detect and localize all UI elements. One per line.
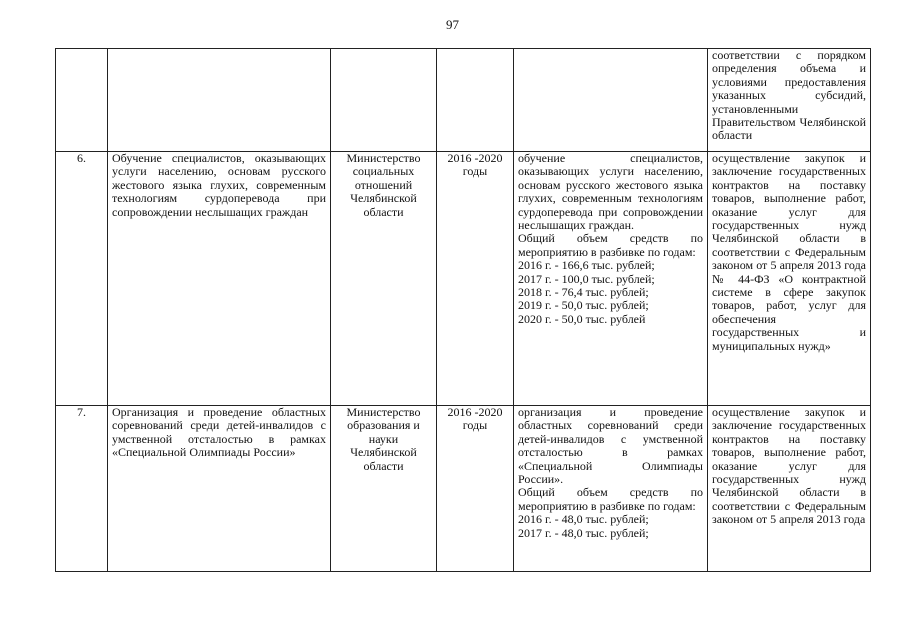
activity-content xyxy=(514,49,708,152)
period: 2016 -2020 годы xyxy=(437,406,514,572)
period: 2016 -2020 годы xyxy=(437,152,514,406)
content-description: обучение специалистов, оказывающих услуги населению, основам русского жестового языка глухих, современным технологиям сурдоперевода при сопровождении неслышащих граждан. xyxy=(518,151,703,233)
content-funding-year: 2017 г. - 48,0 тыс. рублей; xyxy=(518,525,649,540)
content-funding-intro: Общий объем средств по мероприятию в разбивке по годам: xyxy=(518,231,703,259)
content-funding-year: 2017 г. - 100,0 тыс. рублей; xyxy=(518,271,655,286)
implementation-mechanism: осуществление закупок и заключение государственных контрактов на поставку товаров, выполнение работ, оказание услуг для государственных нужд Челябинской области в соответствии с Федеральным законом от 5 апреля 2013 года № 44-ФЗ «О контрактной системе в сфере закупок товаров, работ, услуг для обеспечения государственных и муниципальных нужд» xyxy=(708,152,871,406)
content-funding-year: 2020 г. - 50,0 тыс. рублей xyxy=(518,311,646,326)
implementation-mechanism: осуществление закупок и заключение государственных контрактов на поставку товаров, выполнение работ, оказание услуг для государственных нужд Челябинской области в соответствии с Федеральным законом от 5 апреля 2013 года xyxy=(708,406,871,572)
executor: Министерство образования и науки Челябинской области xyxy=(331,406,437,572)
content-funding-year: 2019 г. - 50,0 тыс. рублей; xyxy=(518,298,649,313)
row-number: 7. xyxy=(56,406,108,572)
content-funding-year: 2016 г. - 166,6 тыс. рублей; xyxy=(518,258,655,273)
activity-content xyxy=(514,406,708,572)
table-row xyxy=(56,152,871,406)
row-number: 6. xyxy=(56,152,108,406)
content-funding-year: 2016 г. - 48,0 тыс. рублей; xyxy=(518,512,649,527)
activity-content xyxy=(514,152,708,406)
content-funding-intro: Общий объем средств по мероприятию в разбивке по годам: xyxy=(518,485,703,513)
implementation-mechanism: соответствии с порядком определения объема и условиями предоставления указанных субсидий, установленными Правительством Челябинской области xyxy=(708,49,871,152)
executor: Министерство социальных отношений Челябинской области xyxy=(331,152,437,406)
content-funding-year: 2018 г. - 76,4 тыс. рублей; xyxy=(518,285,649,300)
row-number xyxy=(56,49,108,152)
executor xyxy=(331,49,437,152)
period xyxy=(437,49,514,152)
activity-title: Организация и проведение областных соревнований среди детей-инвалидов с умственной отсталостью в рамках «Специальной Олимпиады России» xyxy=(108,406,331,572)
program-activities-table xyxy=(55,48,871,572)
page-number: 97 xyxy=(446,17,459,32)
content-description: организация и проведение областных соревнований среди детей-инвалидов с умственной отсталостью в рамках «Специальной Олимпиады России». xyxy=(518,405,703,487)
activity-title: Обучение специалистов, оказывающих услуги населению, основам русского жестового языка глухих, современным технологиям сурдоперевода при сопровождении неслышащих граждан xyxy=(108,152,331,406)
table-row xyxy=(56,406,871,572)
table-row xyxy=(56,49,871,152)
activity-title xyxy=(108,49,331,152)
